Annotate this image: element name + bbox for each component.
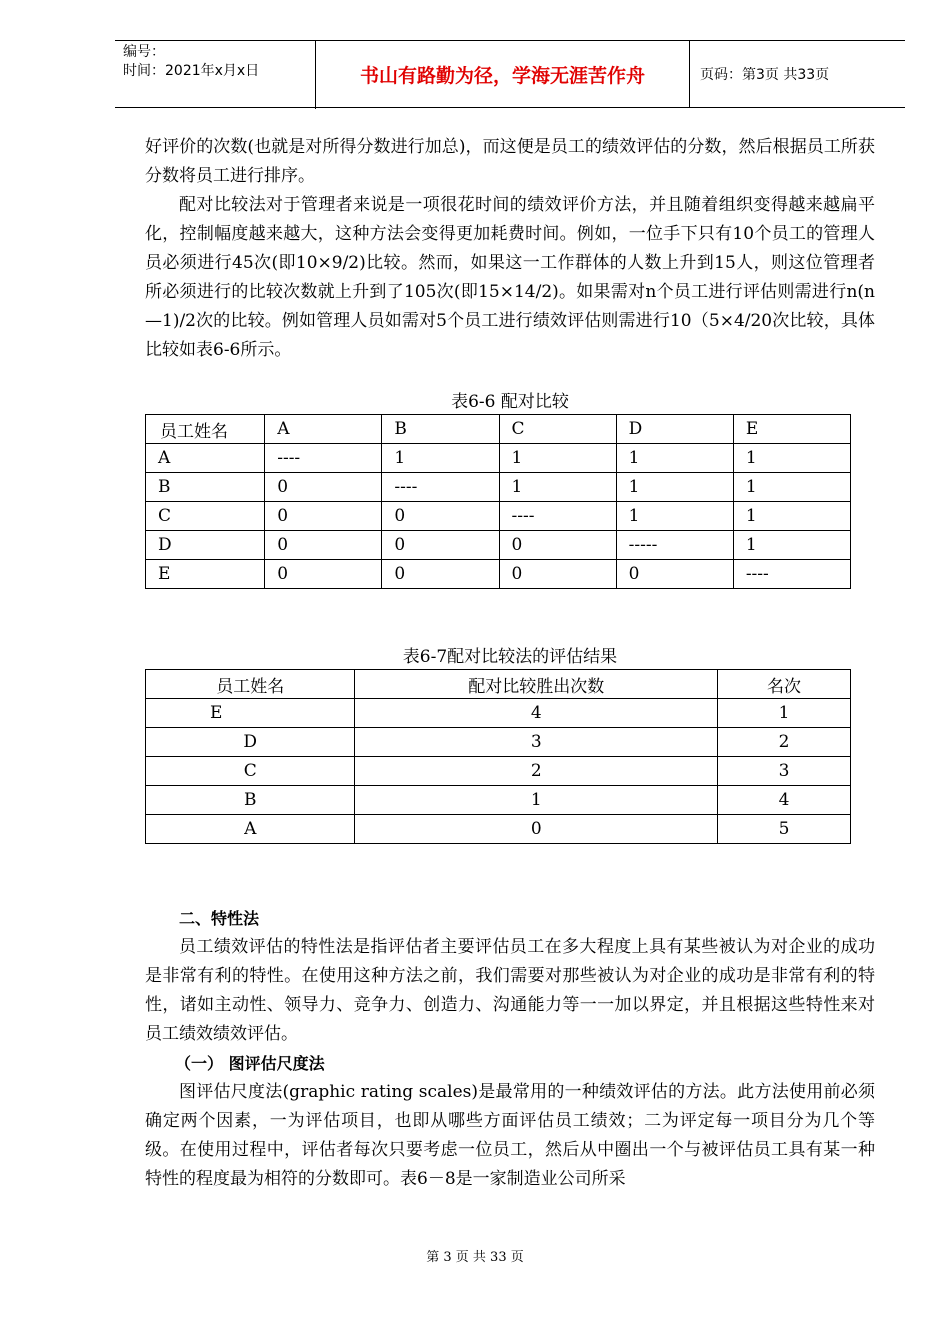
table-cell: 0 <box>382 531 499 560</box>
table-6-6 <box>145 414 851 589</box>
page-header <box>115 40 905 108</box>
table-row <box>146 473 851 502</box>
table-row <box>146 531 851 560</box>
table-cell: 1 <box>616 444 733 473</box>
paragraph-2: 配对比较法对于管理者来说是一项很花时间的绩效评价方法，并且随着组织变得越来越扁平化，控制幅度越来越大，这种方法会变得更加耗费时间。例如，一位手下只有10个员工的管理人员必须进行45次(即10×9/2)比较。然而，如果这一工作群体的人数上升到15人，则这位管理者所必须进行的比较次数就上升到了105次(即15×14/2)。如果需对n个员工进行评估则需进行n(n—1)/2次的比较。例如管理人员如需对5个员工进行绩效评估则需进行10（5×4/20次比较，具体比较如表6-6所示。 <box>145 195 875 360</box>
table-cell: 0 <box>355 815 718 844</box>
table-cell: ---- <box>382 473 499 502</box>
table-cell: 0 <box>499 560 616 589</box>
table-cell: 0 <box>265 560 382 589</box>
header-meta <box>115 41 316 109</box>
table-6-7-caption: 表6-7配对比较法的评估结果 <box>402 647 618 667</box>
table-row <box>146 786 851 815</box>
subsection-title: （一） 图评估尺度法 <box>175 1054 325 1073</box>
table-cell: ---- <box>265 444 382 473</box>
table-cell: 1 <box>733 473 850 502</box>
table-cell: 5 <box>718 815 851 844</box>
table-cell: 0 <box>499 531 616 560</box>
table-header-cell: 员工姓名 <box>146 415 265 444</box>
table-row <box>146 560 851 589</box>
document-body <box>145 133 875 1194</box>
table-row <box>146 502 851 531</box>
table-cell: ---- <box>499 502 616 531</box>
table-cell: 1 <box>733 531 850 560</box>
table-header-cell: 配对比较胜出次数 <box>355 670 718 699</box>
table-cell: D <box>146 531 265 560</box>
table-cell: 3 <box>718 757 851 786</box>
table-cell: 1 <box>616 473 733 502</box>
table-row <box>146 815 851 844</box>
table-cell: A <box>146 444 265 473</box>
section-paragraph-1: 员工绩效评估的特性法是指评估者主要评估员工在多大程度上具有某些被认为对企业的成功是非常有利的特性。在使用这种方法之前，我们需要对那些被认为对企业的成功是非常有利的特性，诸如主动性、领导力、竞争力、创造力、沟通能力等一一加以界定，并且根据这些特性来对员工绩效绩效评估。 <box>145 937 875 1044</box>
table-row <box>146 728 851 757</box>
table-cell: 2 <box>355 757 718 786</box>
header-page-info: 页码：第3页 共33页 <box>700 67 830 83</box>
section-paragraph-2: 图评估尺度法(graphic rating scales)是最常用的一种绩效评估的方法。此方法使用前必须确定两个因素，一为评估项目，也即从哪些方面评估员工绩效；二为评定每一项目分为几个等级。在使用过程中，评估者每次只要考虑一位员工，然后从中圈出一个与被评估员工具有某一种特性的程度最为相符的分数即可。表6－8是一家制造业公司所采 <box>145 1082 875 1189</box>
table-cell: 0 <box>265 502 382 531</box>
table-cell: A <box>146 815 355 844</box>
table-header-row <box>146 415 851 444</box>
table-cell: 1 <box>718 699 851 728</box>
table-cell: 4 <box>718 786 851 815</box>
table-cell: E <box>146 560 265 589</box>
table-cell: C <box>146 502 265 531</box>
table-cell: ----- <box>616 531 733 560</box>
table-cell: C <box>146 757 355 786</box>
table-header-cell: 员工姓名 <box>146 670 355 699</box>
header-motto: 书山有路勤为径，学海无涯苦作舟 <box>316 41 690 107</box>
table-cell: 1 <box>382 444 499 473</box>
table-header-cell: B <box>382 415 499 444</box>
table-cell: 4 <box>355 699 718 728</box>
table-row <box>146 699 851 728</box>
header-time-label: 时间：2021年x月x日 <box>123 63 260 79</box>
table-cell: E <box>146 699 355 728</box>
table-6-7 <box>145 669 851 844</box>
table-cell: B <box>146 786 355 815</box>
table-cell: ---- <box>733 560 850 589</box>
header-number-label: 编号： <box>123 44 165 60</box>
table-cell: 0 <box>265 473 382 502</box>
section-title: 二、特性法 <box>179 909 260 928</box>
table-cell: 1 <box>499 473 616 502</box>
table-header-cell: 名次 <box>718 670 851 699</box>
table-cell: 0 <box>265 531 382 560</box>
table-cell: 2 <box>718 728 851 757</box>
table-row <box>146 757 851 786</box>
table-cell: 0 <box>382 502 499 531</box>
table-header-cell: A <box>265 415 382 444</box>
table-cell: B <box>146 473 265 502</box>
paragraph-1: 好评价的次数(也就是对所得分数进行加总)，而这便是员工的绩效评估的分数，然后根据员工所获分数将员工进行排序。 <box>145 137 875 186</box>
table-header-row <box>146 670 851 699</box>
table-cell: 1 <box>733 502 850 531</box>
table-cell: D <box>146 728 355 757</box>
table-header-cell: D <box>616 415 733 444</box>
table-cell: 1 <box>733 444 850 473</box>
table-cell: 3 <box>355 728 718 757</box>
page-footer: 第 3 页 共 33 页 <box>426 1250 524 1265</box>
table-cell: 1 <box>616 502 733 531</box>
table-cell: 0 <box>616 560 733 589</box>
table-cell: 0 <box>382 560 499 589</box>
table-header-cell: C <box>499 415 616 444</box>
table-cell: 1 <box>355 786 718 815</box>
table-6-6-caption: 表6-6 配对比较 <box>451 392 569 412</box>
table-cell: 1 <box>499 444 616 473</box>
table-row <box>146 444 851 473</box>
table-header-cell: E <box>733 415 850 444</box>
